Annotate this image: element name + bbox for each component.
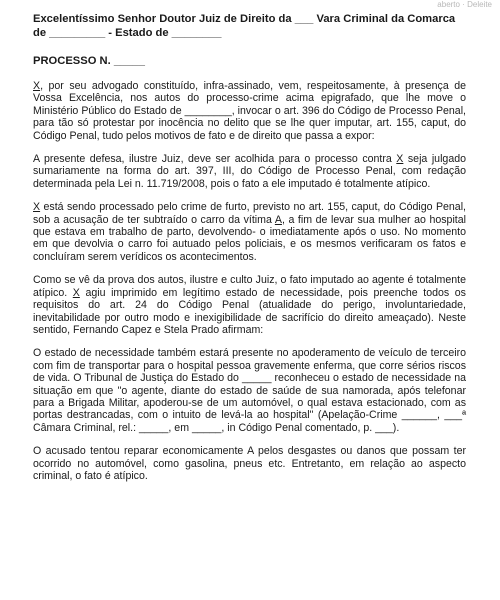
- paragraph-text: , por seu advogado constituído, infra-assinado, vem, respeitosamente, à presença de Vossa Excelência, nos autos do processo-crime acima epigrafado, que lhe move o Ministério Público do Estado de ________, invocar o art. 396 do Código de Processo Penal, para tão só protestar por inocência no delito que se lhe quer imputar, art. 155, caput, do Código Penal, tudo pelos motivos de fato e de direito que passa a expor:: [33, 80, 466, 142]
- party-x: X: [33, 201, 41, 214]
- paragraph-defense: [33, 153, 466, 190]
- party-x: X: [33, 80, 41, 92]
- paragraph-conclusion: O acusado tentou reparar economicamente A pelos desgastes ou danos que possam ter ocorrido no automóvel, como gasolina, pneus etc. Entretanto, em relação ao aspecto criminal, o fato é atípico.: [33, 445, 466, 482]
- paragraph-text: A presente defesa, ilustre Juiz, deve ser acolhida para o processo contra: [33, 153, 397, 166]
- paragraph-argument: [33, 274, 466, 336]
- paragraph-text: agiu imprimido em legítimo estado de necessidade, pois preenche todos os requisitos do art. 24 do Código Penal (atualidade do perigo, involuntariedade, inevitabilidade por outro modo e inexigibilidade de sacrifício do direito ameaçado). Neste sentido, Fernando Capez e Stela Prado afirmam:: [33, 286, 466, 336]
- party-a: A: [274, 213, 282, 226]
- court-heading: Excelentíssimo Senhor Doutor Juiz de Direito da ___ Vara Criminal da Comarca de _________ - Estado de ________: [33, 13, 456, 39]
- watermark: aberto · Deleite: [437, 0, 492, 9]
- paragraph-intro: [33, 80, 466, 142]
- process-number: PROCESSO N. _____: [33, 55, 145, 67]
- party-x: X: [396, 153, 404, 166]
- party-x: X: [72, 286, 80, 299]
- paragraph-facts: [33, 201, 466, 263]
- paragraph-text: seja julgado sumariamente na forma do art. 397, III, do Código de Processo Penal, com redação determinada pela Lei n. 11.719/2008, pois o fato a ele imputado é totalmente atípico.: [33, 153, 466, 190]
- document-page: [33, 12, 466, 493]
- paragraph-text: Como se vê da prova dos autos, ilustre e culto Juiz, o fato imputado ao agente é totalmente atípico.: [33, 274, 466, 299]
- paragraph-text: está sendo processado pelo crime de furto, previsto no art. 155, caput, do Código Penal, sob a acusação de ter subtraído o carro da vítima: [33, 201, 466, 226]
- paragraph-text: , a fim de levar sua mulher ao hospital que estava em trabalho de parto, devolvendo- o imediatamente após o uso. No momento em que devolvia o carro foi autuado pelos policiais, e os mesmos verificaram os fatos e concluíram serem verídicos os acontecimentos.: [33, 213, 466, 263]
- paragraph-citation: O estado de necessidade também estará presente no apoderamento de veículo de terceiro com fim de transportar para o hospital pessoa gravemente enferma, que corre sérios riscos de vida. O Tribunal de Justiça do Estado do _____ reconheceu o estado de necessidade na situação em que "o agente, diante do estado de saúde de sua namorada, após telefonar para a Brigada Militar, apoderou-se de um automóvel, o qual estava estacionado, com as portas destrancadas, com o intuito de levá-la ao hospital" (Apelação-Crime ______, ___ª Câmara Criminal, rel.: _____, em _____, in Código Penal comentado, p. ___).: [33, 347, 466, 434]
